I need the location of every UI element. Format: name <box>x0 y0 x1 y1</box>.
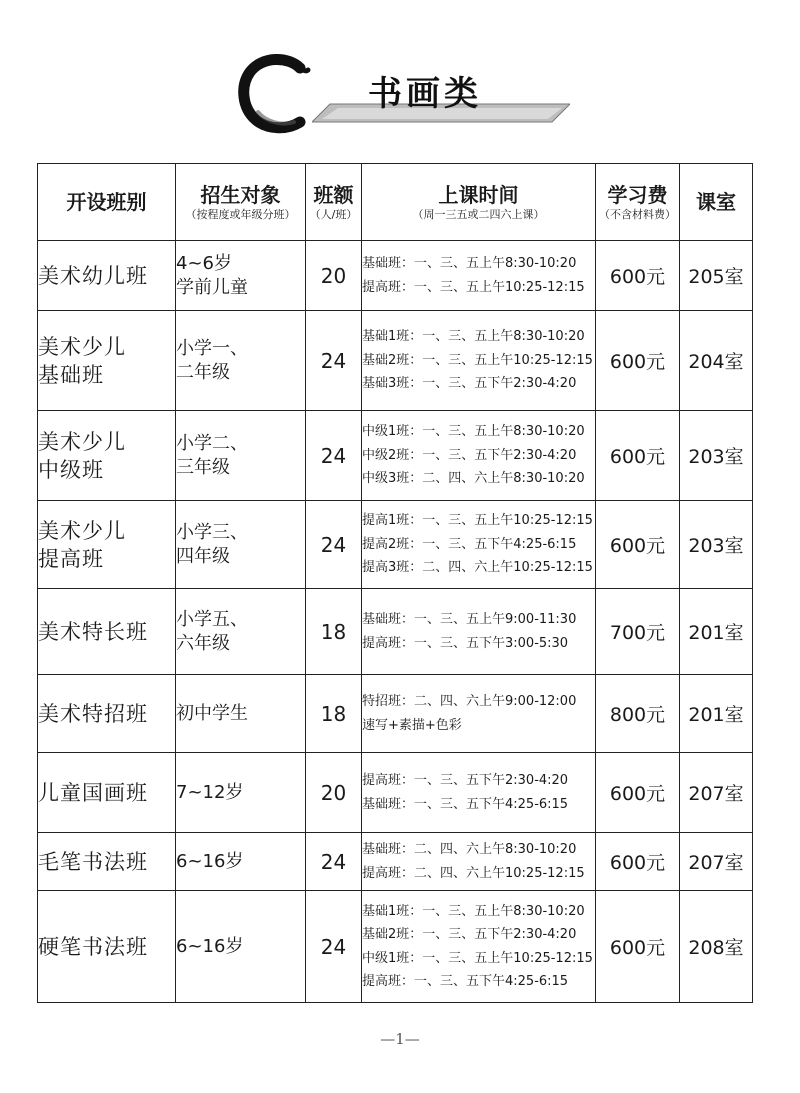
target-cell <box>176 675 306 753</box>
schedule-cell-line: 提高班：二、四、六上午10:25-12:15 <box>362 865 585 881</box>
quota-cell: 20 <box>306 753 362 833</box>
target-cell <box>176 589 306 675</box>
schedule-cell-line: 特招班：二、四、六上午9:00-12:00 <box>362 694 577 709</box>
table-row <box>38 753 753 833</box>
class-name-cell-line: 美术少儿 <box>38 334 126 359</box>
table-row <box>38 675 753 753</box>
page-title: 书画类 <box>368 74 482 114</box>
target-cell <box>176 891 306 1003</box>
target-cell <box>176 501 306 589</box>
room-cell: 201室 <box>680 589 753 675</box>
class-name-cell <box>38 501 176 589</box>
room-cell: 207室 <box>680 833 753 891</box>
quota-cell: 18 <box>306 589 362 675</box>
schedule-cell-line: 基础2班：一、三、五上午10:25-12:15 <box>362 352 593 368</box>
schedule-cell <box>362 311 596 411</box>
target-cell-line: 6~16岁 <box>176 850 244 872</box>
header-sublabel: （按程度或年级分班） <box>185 208 296 221</box>
fee-cell: 600元 <box>596 241 680 311</box>
schedule-cell-line: 基础班：一、三、五上午8:30-10:20 <box>362 256 577 271</box>
schedule-cell-line: 提高班：一、三、五下午3:00-5:30 <box>362 635 569 651</box>
header-target <box>176 164 306 241</box>
quota-cell: 18 <box>306 675 362 753</box>
class-name-cell <box>38 833 176 891</box>
target-cell <box>176 241 306 311</box>
fee-cell: 600元 <box>596 891 680 1003</box>
class-name-cell-line: 基础班 <box>38 362 104 387</box>
class-name-cell <box>38 753 176 833</box>
class-name-cell <box>38 675 176 753</box>
fee-cell: 600元 <box>596 411 680 501</box>
quota-cell: 24 <box>306 411 362 501</box>
table-body <box>38 241 753 1003</box>
schedule-cell <box>362 675 596 753</box>
class-name-cell-line: 儿童国画班 <box>38 780 148 805</box>
target-cell <box>176 411 306 501</box>
target-cell <box>176 311 306 411</box>
target-cell-line: 二年级 <box>176 361 230 383</box>
header-schedule <box>362 164 596 241</box>
class-name-cell-line: 毛笔书法班 <box>38 849 148 874</box>
target-cell-line: 小学一、 <box>176 337 248 359</box>
table-row <box>38 311 753 411</box>
class-name-cell-line: 中级班 <box>38 457 104 482</box>
fee-cell: 600元 <box>596 753 680 833</box>
header-quota <box>306 164 362 241</box>
target-cell <box>176 833 306 891</box>
target-cell-line: 六年级 <box>176 632 230 654</box>
header-sublabel: （周一三五或二四六上课） <box>412 208 545 221</box>
quota-cell: 24 <box>306 501 362 589</box>
header-fee <box>596 164 680 241</box>
header-label: 课室 <box>696 190 736 214</box>
header-label: 开设班别 <box>66 190 147 214</box>
schedule-cell-line: 基础班：二、四、六上午8:30-10:20 <box>362 842 577 857</box>
table-row <box>38 589 753 675</box>
fee-cell: 600元 <box>596 501 680 589</box>
class-name-cell <box>38 891 176 1003</box>
class-name-cell-line: 美术特招班 <box>38 701 148 726</box>
schedule-cell-line: 提高班：一、三、五上午10:25-12:15 <box>362 279 585 295</box>
course-schedule-table <box>37 163 753 1003</box>
page-number: —1— <box>380 1030 420 1048</box>
target-cell-line: 小学二、 <box>176 432 248 454</box>
room-cell: 205室 <box>680 241 753 311</box>
header-room <box>680 164 753 241</box>
schedule-cell <box>362 891 596 1003</box>
class-name-cell-line: 提高班 <box>38 546 104 571</box>
class-name-cell <box>38 311 176 411</box>
class-name-cell <box>38 411 176 501</box>
ink-brush-circle-icon <box>238 52 320 134</box>
schedule-cell-line: 提高班：一、三、五下午4:25-6:15 <box>362 974 569 989</box>
table-row <box>38 501 753 589</box>
fee-cell: 600元 <box>596 311 680 411</box>
header-class-name <box>38 164 176 241</box>
fee-cell: 700元 <box>596 589 680 675</box>
fee-cell: 600元 <box>596 833 680 891</box>
room-cell: 203室 <box>680 501 753 589</box>
target-cell-line: 小学三、 <box>176 521 248 543</box>
table-row <box>38 891 753 1003</box>
class-name-cell-line: 美术少儿 <box>38 518 126 543</box>
class-name-cell <box>38 589 176 675</box>
room-cell: 201室 <box>680 675 753 753</box>
room-cell: 208室 <box>680 891 753 1003</box>
target-cell-line: 四年级 <box>176 545 230 567</box>
schedule-cell-line: 基础2班：一、三、五下午2:30-4:20 <box>362 927 577 942</box>
schedule-cell-line: 提高2班：一、三、五下午4:25-6:15 <box>362 536 577 552</box>
table-header-row <box>38 164 753 241</box>
schedule-cell <box>362 411 596 501</box>
room-cell: 203室 <box>680 411 753 501</box>
target-cell-line: 初中学生 <box>176 702 248 724</box>
schedule-cell-line: 中级3班：二、四、六上午8:30-10:20 <box>362 471 585 487</box>
schedule-cell-line: 基础3班：一、三、五下午2:30-4:20 <box>362 376 577 392</box>
header-label: 学习费 <box>607 183 668 207</box>
header-label: 班额 <box>313 183 354 207</box>
room-cell: 207室 <box>680 753 753 833</box>
class-name-cell-line: 美术特长班 <box>38 619 148 644</box>
schedule-cell <box>362 833 596 891</box>
schedule-cell-line: 基础班：一、三、五下午4:25-6:15 <box>362 796 569 812</box>
schedule-cell-line: 中级1班：一、三、五上午10:25-12:15 <box>362 950 593 966</box>
room-cell: 204室 <box>680 311 753 411</box>
schedule-cell-line: 提高班：一、三、五下午2:30-4:20 <box>362 773 569 788</box>
schedule-cell <box>362 241 596 311</box>
quota-cell: 24 <box>306 833 362 891</box>
header-label: 上课时间 <box>438 183 519 207</box>
table-row <box>38 833 753 891</box>
header-label: 招生对象 <box>200 183 281 207</box>
schedule-cell <box>362 501 596 589</box>
schedule-cell-line: 基础班：一、三、五上午9:00-11:30 <box>362 612 577 627</box>
target-cell-line: 小学五、 <box>176 608 248 630</box>
quota-cell: 24 <box>306 891 362 1003</box>
fee-cell: 800元 <box>596 675 680 753</box>
schedule-cell-line: 基础1班：一、三、五上午8:30-10:20 <box>362 903 585 919</box>
quota-cell: 24 <box>306 311 362 411</box>
header-sublabel: （不含材料费） <box>599 208 676 221</box>
class-name-cell-line: 美术少儿 <box>38 429 126 454</box>
section-header <box>0 0 800 140</box>
table-row <box>38 411 753 501</box>
table-row <box>38 241 753 311</box>
target-cell-line: 7~12岁 <box>176 781 244 803</box>
schedule-cell-line: 提高1班：一、三、五上午10:25-12:15 <box>362 513 593 529</box>
class-name-cell <box>38 241 176 311</box>
schedule-cell <box>362 753 596 833</box>
header-sublabel: （人/班） <box>309 208 358 221</box>
quota-cell: 20 <box>306 241 362 311</box>
target-cell-line: 三年级 <box>176 456 230 478</box>
schedule-cell-line: 速写+素描+色彩 <box>362 717 462 733</box>
schedule-cell <box>362 589 596 675</box>
schedule-cell-line: 中级2班：一、三、五下午2:30-4:20 <box>362 447 577 463</box>
target-cell-line: 6~16岁 <box>176 935 244 957</box>
target-cell-line: 学前儿童 <box>176 276 248 298</box>
class-name-cell-line: 硬笔书法班 <box>38 934 148 959</box>
schedule-cell-line: 提高3班：二、四、六上午10:25-12:15 <box>362 560 593 576</box>
target-cell <box>176 753 306 833</box>
schedule-cell-line: 中级1班：一、三、五上午8:30-10:20 <box>362 424 585 440</box>
class-name-cell-line: 美术幼儿班 <box>38 263 148 288</box>
target-cell-line: 4~6岁 <box>176 252 232 274</box>
schedule-cell-line: 基础1班：一、三、五上午8:30-10:20 <box>362 329 585 345</box>
